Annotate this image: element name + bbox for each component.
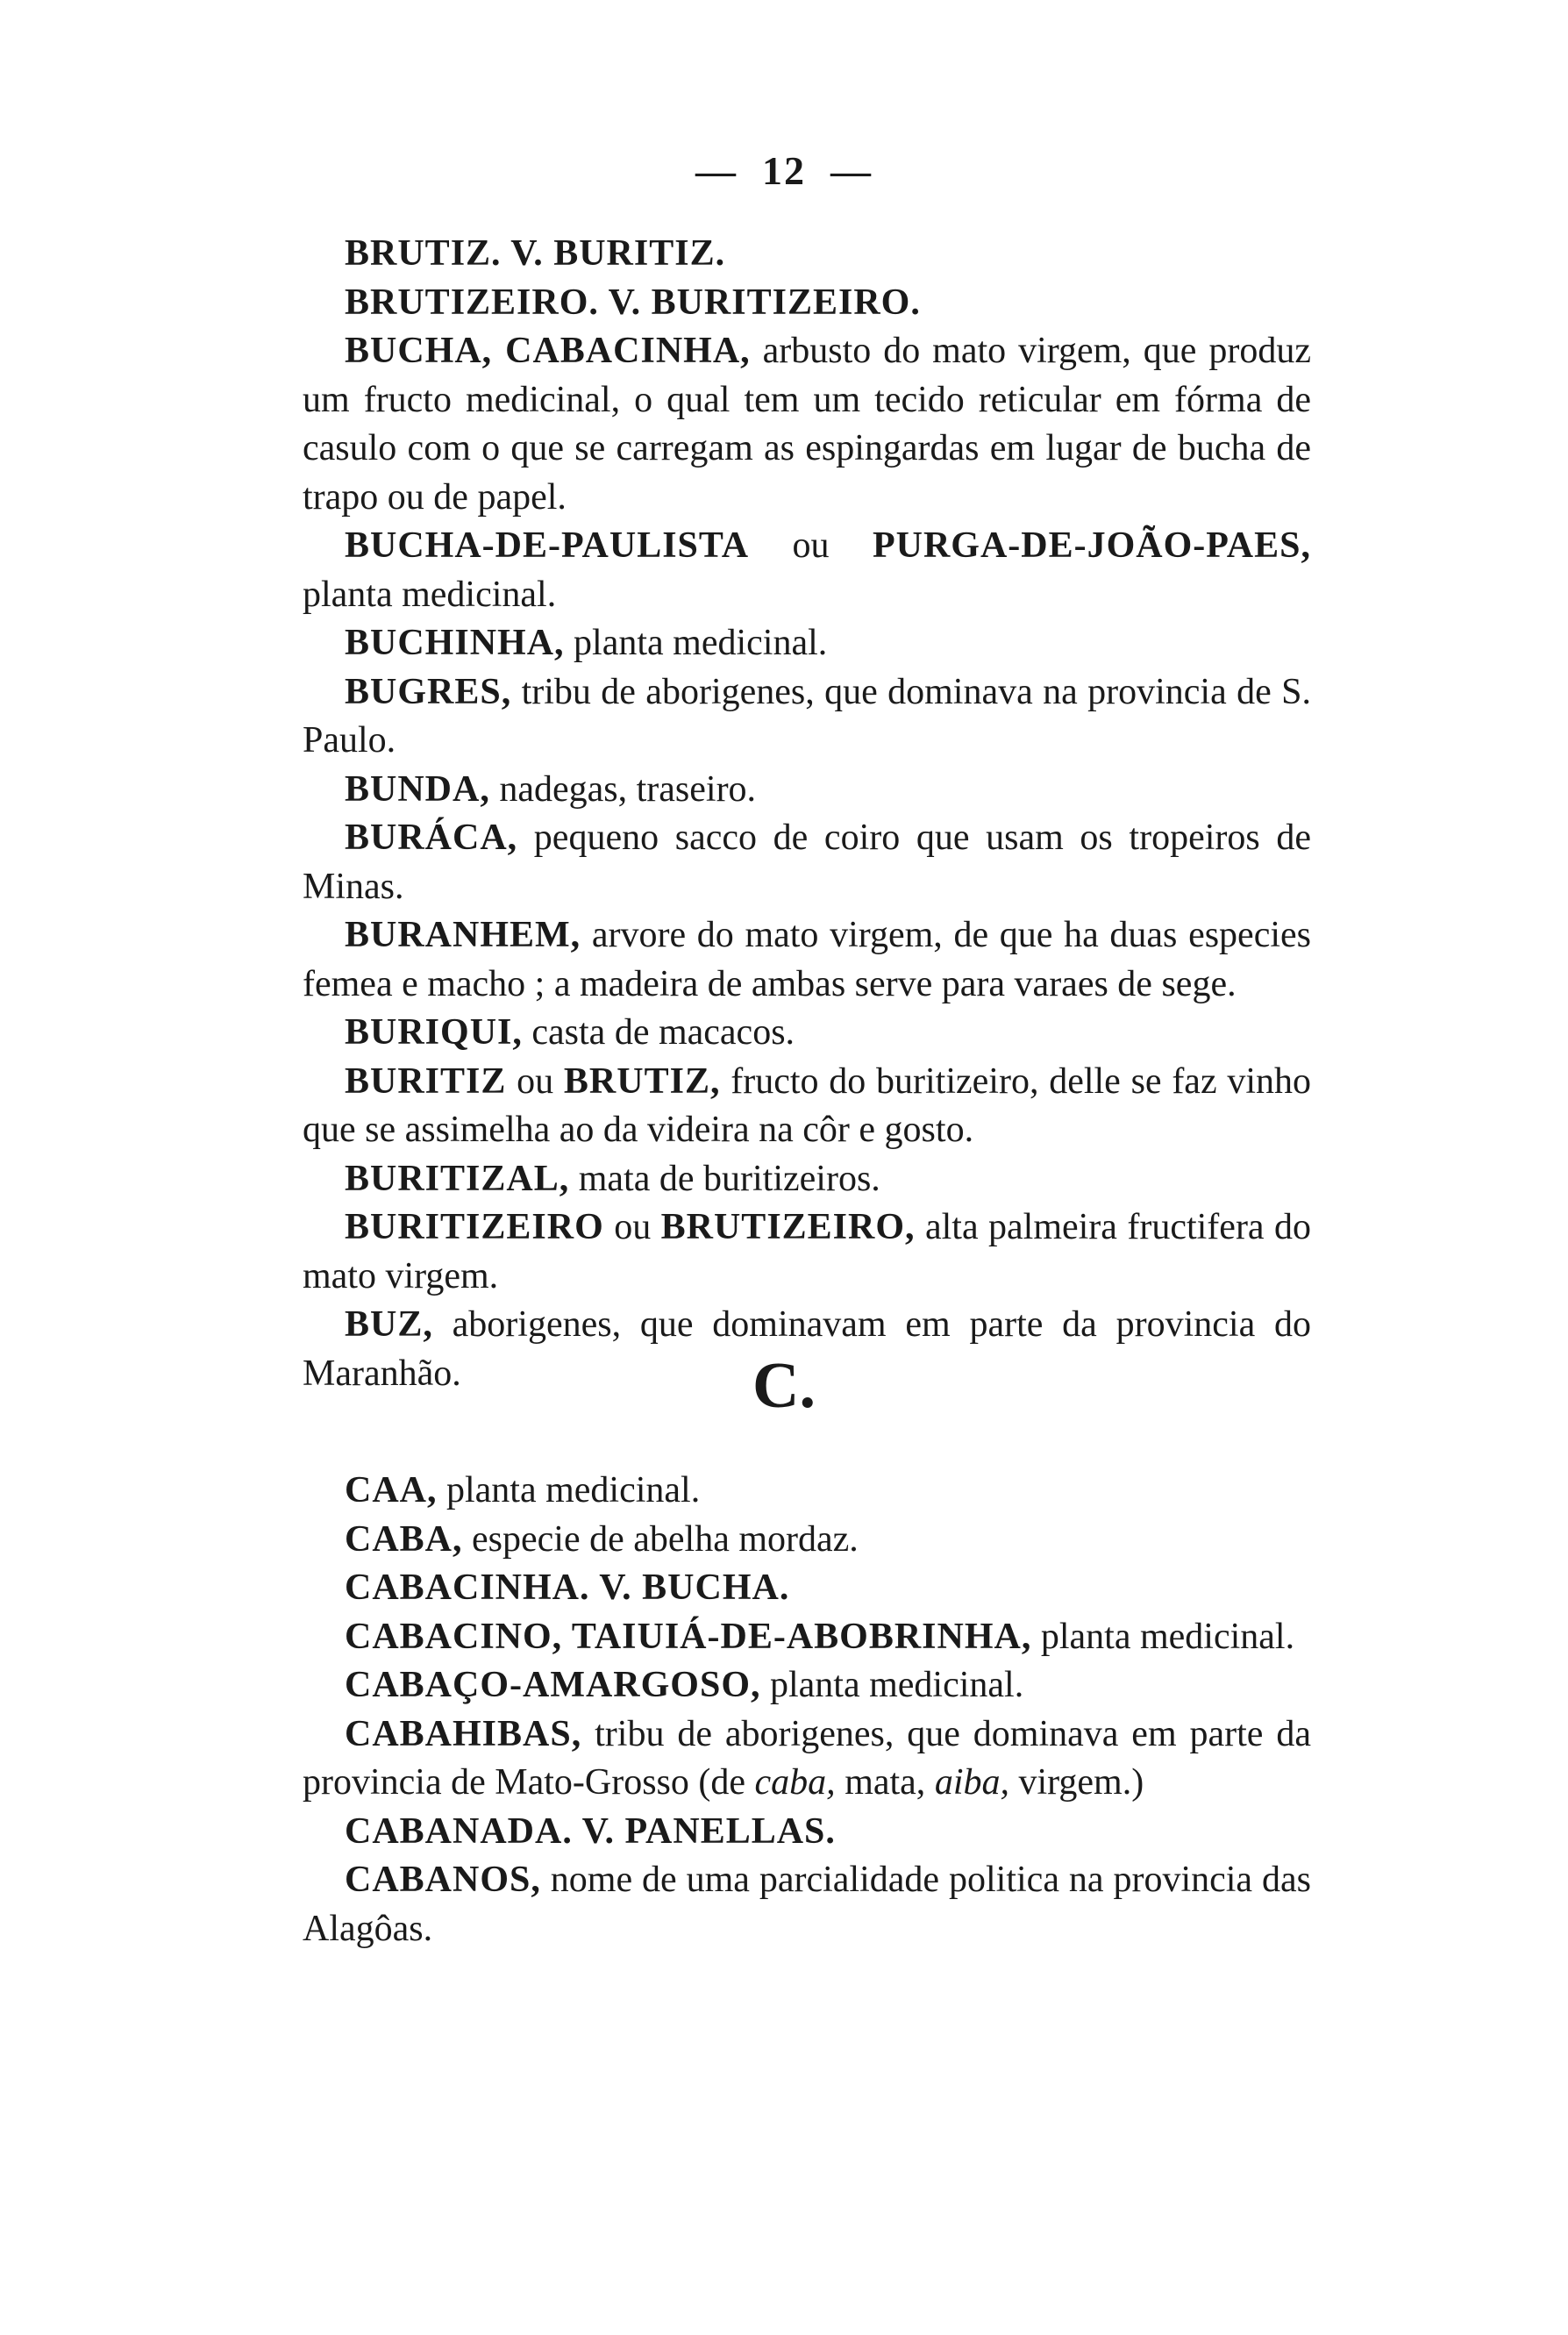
entry-definition: nome de uma parcialidade politica na provincia das Alagôas. <box>303 1860 1311 1949</box>
entry-definition: arbusto do mato virgem, que produz um fructo medicinal, o qual tem um tecido reticular em fórma de casulo com o que se carregam as espingardas em lugar de bucha de trapo ou de papel. <box>303 331 1311 518</box>
entry-buriqui <box>303 1009 1311 1058</box>
entry-headword: BUNDA, <box>345 768 490 810</box>
entry-cabahibas <box>303 1710 1321 1808</box>
page-number-dash-left: — <box>695 148 738 193</box>
entry-bugres <box>303 668 1311 766</box>
entry-definition: alta palmeira fructifera do mato virgem. <box>303 1207 1311 1296</box>
section-c-entries <box>303 1467 1321 1953</box>
entry-cabaco-amargoso <box>303 1661 1311 1710</box>
entry-definition: fructo do buritizeiro, delle se faz vinho que se assimelha ao da videira na côr e gosto. <box>303 1060 1312 1150</box>
entry-definition: planta medicinal. <box>564 623 828 663</box>
entry-buritiz <box>303 1058 1311 1155</box>
entry-cabacinha <box>303 1564 1311 1613</box>
entry-definition: planta medicinal. <box>437 1470 701 1510</box>
entry-definition-tail: virgem.) <box>1009 1762 1144 1803</box>
entry-headword: CABAHIBAS, <box>345 1713 582 1754</box>
entry-headword: BURITIZAL, <box>345 1158 570 1199</box>
entry-bunda <box>303 766 1311 815</box>
entry-italic-term: aiba, <box>934 1762 1009 1803</box>
entry-cabanos <box>303 1856 1311 1953</box>
entry-headword: BUCHA-DE-PAULISTA <box>345 525 750 566</box>
entry-buranhem <box>303 911 1311 1009</box>
entry-italic-term: caba, <box>754 1762 836 1803</box>
entry-headword: BURITIZ <box>345 1060 507 1102</box>
page-number-value: 12 <box>762 148 806 193</box>
entry-headword: BURANHEM, <box>345 915 581 955</box>
entry-definition: planta medicinal. <box>760 1665 1024 1705</box>
entry-headword: BUCHINHA, <box>345 623 565 663</box>
entry-headword: CABANADA. V. PANELLAS. <box>345 1810 836 1852</box>
entry-connector: ou <box>506 1060 564 1102</box>
entry-headword: BUGRES, <box>345 671 512 712</box>
entry-headword: CABA, <box>345 1518 463 1560</box>
entry-definition-mid: mata, <box>835 1762 935 1803</box>
entry-buritizal <box>303 1155 1311 1204</box>
entry-headword: BRUTIZ. V. BURITIZ. <box>345 233 726 274</box>
entry-bucha-de-paulista <box>303 522 1311 619</box>
entry-headword: CABACINO, TAIUIÁ-DE-ABOBRINHA, <box>345 1616 1032 1657</box>
entry-buritizeiro <box>303 1203 1311 1301</box>
entry-definition: planta medicinal. <box>303 574 557 615</box>
entry-definition: tribu de aborigenes, que dominava em parte da provincia de Mato-Grosso (de <box>303 1713 1321 1803</box>
entry-definition: mata de buritizeiros. <box>569 1158 880 1199</box>
entry-definition: tribu de aborigenes, que dominava na provincia de S. Paulo. <box>303 671 1311 760</box>
entry-headword-alt: BRUTIZ, <box>563 1060 721 1102</box>
page-number-dash-right: — <box>830 148 873 193</box>
entry-headword-alt: PURGA-DE-JOÃO-PAES, <box>872 525 1311 566</box>
entry-buchinha <box>303 619 1311 668</box>
entry-definition: planta medicinal. <box>1031 1616 1295 1657</box>
entry-definition: casta de macacos. <box>522 1012 795 1053</box>
entry-headword: CAA, <box>345 1470 438 1510</box>
entry-headword-alt: BRUTIZEIRO, <box>660 1207 916 1247</box>
entry-caba <box>303 1516 1311 1565</box>
entry-connector: ou <box>603 1207 661 1247</box>
page-number <box>0 147 1568 194</box>
entry-headword: BURIQUI, <box>345 1012 523 1053</box>
entry-connector: ou <box>749 525 873 566</box>
entry-definition: pequeno sacco de coiro que usam os tropeiros de Minas. <box>303 818 1311 907</box>
entry-definition: aborigenes, que dominavam em parte da provincia do Maranhão. <box>303 1304 1311 1394</box>
entry-headword: BRUTIZEIRO. V. BURITIZEIRO. <box>345 282 921 323</box>
entry-bucha <box>303 327 1311 522</box>
section-b-entries <box>303 230 1311 1398</box>
section-letter-c: C. <box>752 1350 816 1422</box>
entry-caa <box>303 1467 1311 1516</box>
entry-definition: especie de abelha mordaz. <box>462 1518 859 1560</box>
entry-headword: BUCHA, CABACINHA, <box>345 331 751 371</box>
entry-cabanada <box>303 1808 1311 1857</box>
entry-brutizeiro <box>303 279 1311 328</box>
entry-brutiz <box>303 230 1311 279</box>
entry-buraca <box>303 814 1311 911</box>
entry-headword: BUZ, <box>345 1304 433 1345</box>
entry-headword: CABACINHA. V. BUCHA. <box>345 1567 790 1608</box>
entry-cabacino <box>303 1613 1311 1662</box>
entry-definition: arvore do mato virgem, de que ha duas especies femea e macho ; a madeira de ambas serve para varaes de sege. <box>303 915 1311 1004</box>
entry-headword: BURITIZEIRO <box>345 1207 604 1247</box>
entry-headword: BURÁCA, <box>345 818 518 858</box>
entry-headword: CABANOS, <box>345 1860 541 1900</box>
entry-headword: CABAÇO-AMARGOSO, <box>345 1665 761 1705</box>
entry-definition: nadegas, traseiro. <box>489 768 757 810</box>
